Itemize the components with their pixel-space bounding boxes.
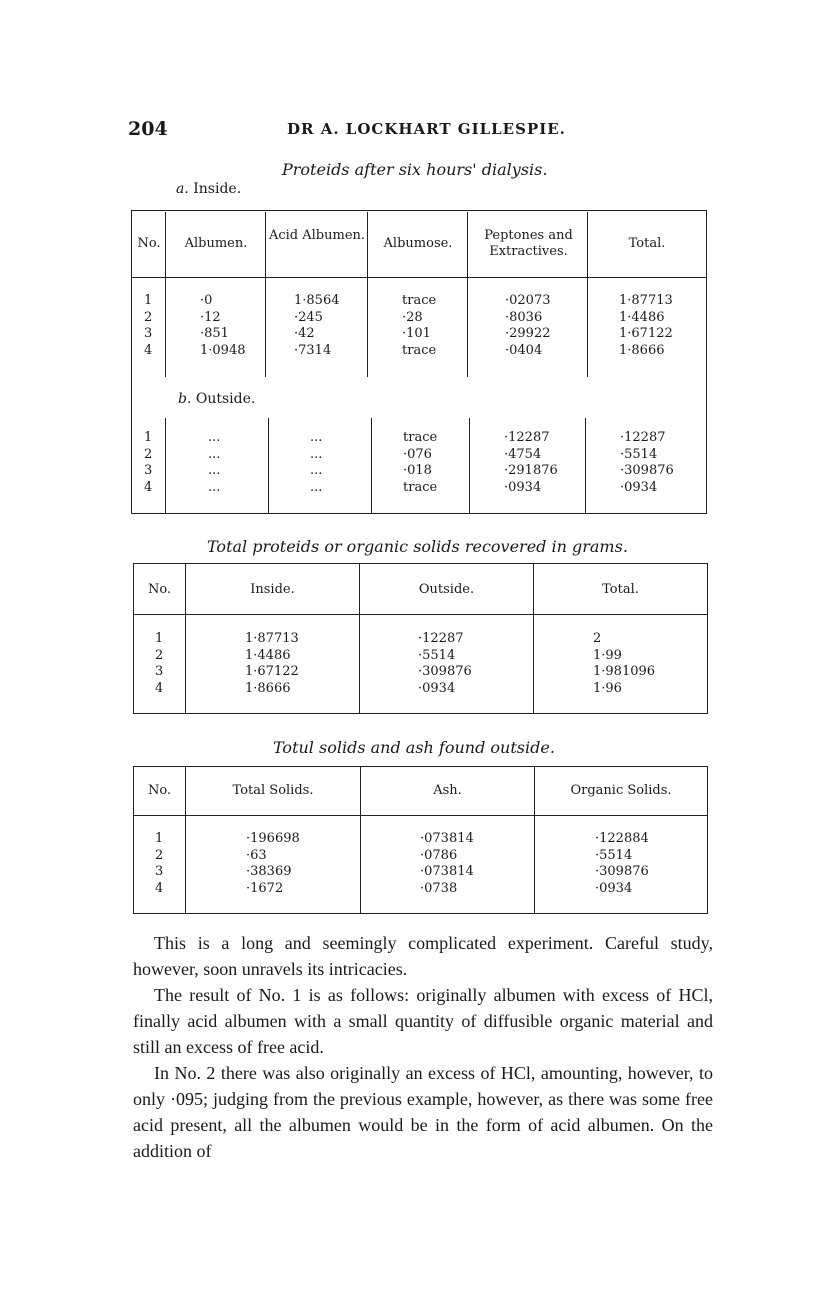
- cell: ·0786: [420, 847, 458, 863]
- cell: ...: [310, 446, 323, 462]
- table1-inside-acid-albumen: [294, 293, 340, 359]
- cell: ...: [310, 479, 323, 495]
- cell: ...: [208, 463, 221, 478]
- table1-inside-total: [619, 293, 673, 359]
- table1-header-acid-albumen: Acid Albumen.: [268, 228, 366, 243]
- table3-header-no: No.: [147, 783, 172, 798]
- table1-caption: Proteids after six hours' dialysis.: [282, 160, 548, 179]
- cell: 2: [144, 309, 153, 325]
- table1-outside-total: [620, 430, 674, 496]
- cell: ·076: [403, 446, 432, 462]
- cell: 1·67122: [245, 664, 299, 679]
- cell: 2: [144, 446, 153, 462]
- paragraph: The result of No. 1 is as follows: originally albumen with excess of HCl, finally acid albumen with a small quantity of diffusible organic material and still an excess of free acid.: [133, 985, 713, 1057]
- table1-inside-albumen: [200, 293, 246, 359]
- cell: ·309876: [620, 463, 674, 478]
- cell: 2: [155, 647, 164, 663]
- cell: ·0934: [418, 680, 456, 696]
- cell: ·018: [403, 463, 432, 478]
- cell: 1·8666: [619, 342, 665, 358]
- cell: ·38369: [246, 864, 292, 879]
- table1-outside-acid-albumen: [310, 430, 322, 496]
- cell: 1·981096: [593, 664, 656, 679]
- cell: ·291876: [504, 463, 558, 478]
- cell: ·309876: [418, 664, 472, 679]
- table2-caption: Total proteids or organic solids recovered in grams.: [207, 537, 628, 556]
- cell: ·5514: [595, 847, 633, 863]
- cell: ·42: [294, 326, 315, 341]
- table2-header-total: Total.: [602, 582, 639, 597]
- cell: ·12287: [504, 430, 550, 445]
- table2-header-outside: Outside.: [418, 582, 475, 597]
- cell: ·5514: [418, 647, 456, 663]
- cell: 1·8564: [294, 293, 340, 308]
- cell: ·5514: [620, 446, 658, 462]
- table1-outside-label: b. Outside.: [178, 391, 256, 407]
- cell: 3: [144, 326, 153, 341]
- table3-header-total-solids: Total Solids.: [232, 783, 314, 798]
- cell: ·101: [402, 326, 431, 341]
- table1-inside-label: a. Inside.: [176, 181, 242, 197]
- cell: 3: [155, 864, 164, 879]
- table1-outside-albumose: [403, 430, 437, 496]
- table1-inside-albumose: [402, 293, 436, 359]
- cell: 3: [155, 664, 164, 679]
- cell: 1: [144, 293, 153, 308]
- paragraph: In No. 2 there was also originally an excess of HCl, amounting, however, to only ·095; judging from the previous example, however, as there was some free acid present, all the albumen would be in the form of acid albumen. On the addition of: [133, 1063, 713, 1161]
- cell: trace: [402, 293, 437, 308]
- table1-outside-peptones: [504, 430, 558, 496]
- cell: 4: [155, 880, 164, 896]
- table3-caption: Totul solids and ash found outside.: [273, 738, 555, 757]
- table3-col-ash: [420, 831, 474, 897]
- cell: ·073814: [420, 864, 474, 879]
- cell: trace: [403, 479, 438, 495]
- table3-header-ash: Ash.: [433, 783, 462, 798]
- cell: ·196698: [246, 831, 300, 846]
- cell: trace: [403, 430, 438, 445]
- body-text: [133, 930, 713, 1164]
- cell: ·1672: [246, 880, 284, 896]
- cell: 1·4486: [619, 309, 665, 325]
- table2-header-no: No.: [147, 582, 172, 597]
- table3-col-organic-solids: [595, 831, 649, 897]
- cell: ·0: [200, 293, 213, 308]
- cell: ·12287: [418, 631, 464, 646]
- cell: ·245: [294, 309, 323, 325]
- cell: 1·0948: [200, 342, 246, 358]
- cell: 4: [155, 680, 164, 696]
- cell: ·0934: [504, 479, 542, 495]
- cell: 1·99: [593, 647, 622, 663]
- cell: ·8036: [505, 309, 543, 325]
- table3-header-organic-solids: Organic Solids.: [570, 783, 672, 798]
- table2-header-inside: Inside.: [250, 582, 295, 597]
- cell: ·073814: [420, 831, 474, 846]
- table1-header-albumen: Albumen.: [184, 236, 248, 251]
- cell: 3: [144, 463, 153, 478]
- paragraph: This is a long and seemingly complicated experiment. Careful study, however, soon unravels its intricacies.: [133, 933, 713, 979]
- cell: 4: [144, 342, 153, 358]
- cell: ·0404: [505, 342, 543, 358]
- table1-header-albumose: Albumose.: [383, 236, 453, 251]
- cell: 1·87713: [619, 293, 673, 308]
- table1-outside-albumen: [208, 430, 220, 496]
- cell: ·4754: [504, 446, 542, 462]
- running-head: DR A. LOCKHART GILLESPIE.: [287, 120, 566, 138]
- cell: 1·67122: [619, 326, 673, 341]
- cell: ·63: [246, 847, 267, 863]
- cell: ...: [310, 430, 323, 445]
- cell: ·0738: [420, 880, 458, 896]
- cell: 4: [144, 479, 153, 495]
- table1-header-peptones: Peptones and Extractives.: [484, 228, 573, 259]
- cell: 1·4486: [245, 647, 291, 663]
- cell: 1·96: [593, 680, 622, 696]
- cell: ...: [208, 430, 221, 445]
- cell: ·7314: [294, 342, 332, 358]
- cell: ...: [310, 463, 323, 478]
- table2-col-inside: [245, 631, 299, 697]
- table1-inside-peptones: [505, 293, 551, 359]
- table2-col-outside: [418, 631, 472, 697]
- cell: ...: [208, 446, 221, 462]
- table2-col-no: [155, 631, 163, 697]
- table3-col-no: [155, 831, 163, 897]
- cell: 1: [155, 631, 164, 646]
- page-number: 204: [128, 118, 168, 140]
- cell: 1·8666: [245, 680, 291, 696]
- cell: ·29922: [505, 326, 551, 341]
- cell: ...: [208, 479, 221, 495]
- cell: ·0934: [620, 479, 658, 495]
- cell: ·12287: [620, 430, 666, 445]
- cell: 1·87713: [245, 631, 299, 646]
- table1-inside-no: [144, 293, 152, 359]
- table2-col-total: [593, 631, 655, 697]
- table1-header-total: Total.: [628, 236, 666, 251]
- table3-col-total-solids: [246, 831, 300, 897]
- cell: ·0934: [595, 880, 633, 896]
- table1-header-no: No.: [137, 236, 161, 251]
- cell: ·122884: [595, 831, 649, 846]
- cell: ·851: [200, 326, 229, 341]
- cell: ·02073: [505, 293, 551, 308]
- cell: 1: [144, 430, 153, 445]
- cell: 2: [593, 631, 602, 646]
- cell: ·12: [200, 309, 221, 325]
- table1-outside-no: [144, 430, 152, 496]
- cell: 1: [155, 831, 164, 846]
- cell: trace: [402, 342, 437, 358]
- cell: 2: [155, 847, 164, 863]
- cell: ·309876: [595, 864, 649, 879]
- cell: ·28: [402, 309, 423, 325]
